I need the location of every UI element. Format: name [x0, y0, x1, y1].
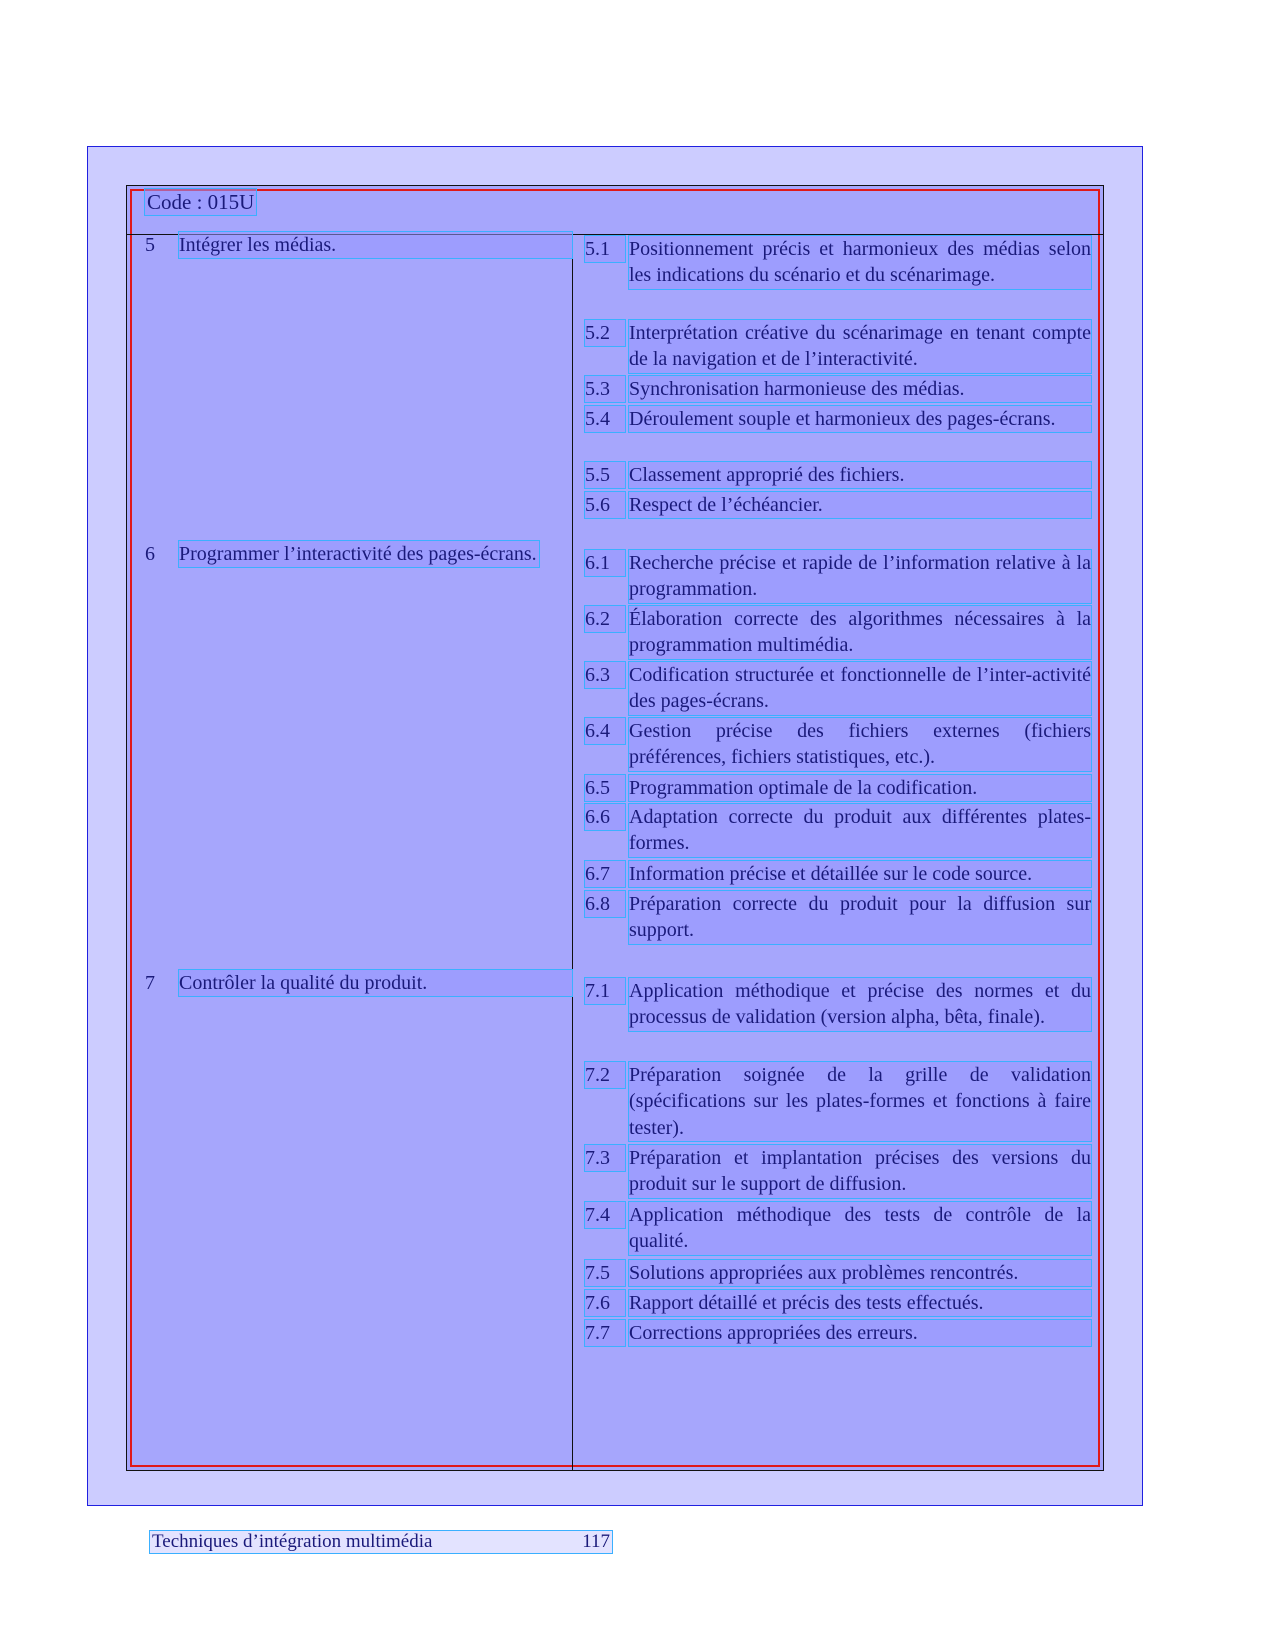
criterion-text: Application méthodique des tests de contrôle de la qualité. — [629, 1202, 1091, 1255]
criterion-text: Positionnement précis et harmonieux des médias selon les indications du scénario et du scénarimage. — [629, 236, 1091, 289]
criterion-text: Information précise et détaillée sur le code source. — [629, 861, 1091, 887]
competency-number: 7 — [145, 972, 155, 994]
criterion-number: 7.6 — [585, 1290, 625, 1316]
criterion-text: Interprétation créative du scénarimage en tenant compte de la navigation et de l’interactivité. — [629, 320, 1091, 373]
criterion-item — [585, 236, 1091, 289]
competency-text: Programmer l’interactivité des pages-écrans. — [179, 541, 539, 567]
criterion-item — [585, 861, 1091, 887]
criterion-item — [585, 492, 1091, 518]
criterion-text: Élaboration correcte des algorithmes nécessaires à la programmation multimédia. — [629, 606, 1091, 659]
criterion-number: 5.1 — [585, 236, 625, 262]
criterion-text: Synchronisation harmonieuse des médias. — [629, 376, 1091, 402]
criterion-number: 5.2 — [585, 320, 625, 346]
criterion-text: Classement approprié des fichiers. — [629, 462, 1091, 488]
criterion-text: Recherche précise et rapide de l’information relative à la programmation. — [629, 550, 1091, 603]
criterion-item — [585, 1202, 1091, 1255]
criterion-text: Préparation soignée de la grille de validation (spécifications sur les plates-formes et fonctions à faire tester). — [629, 1062, 1091, 1141]
criterion-text: Gestion précise des fichiers externes (fichiers préférences, fichiers statistiques, etc.). — [629, 718, 1091, 771]
criterion-item — [585, 978, 1091, 1031]
criterion-number: 6.7 — [585, 861, 625, 887]
criterion-number: 7.1 — [585, 978, 625, 1004]
criterion-text: Codification structurée et fonctionnelle de l’inter-activité des pages-écrans. — [629, 662, 1091, 715]
criterion-number: 6.4 — [585, 718, 625, 744]
criterion-item — [585, 606, 1091, 659]
criterion-text: Corrections appropriées des erreurs. — [629, 1320, 1091, 1346]
column-divider — [572, 235, 573, 1471]
criterion-text: Déroulement souple et harmonieux des pages-écrans. — [629, 406, 1091, 432]
page-number: 117 — [582, 1531, 610, 1552]
criterion-item — [585, 1062, 1091, 1141]
criterion-number: 5.5 — [585, 462, 625, 488]
competency-item — [145, 970, 572, 996]
competency-number: 6 — [145, 543, 155, 565]
competency-text: Contrôler la qualité du produit. — [179, 970, 572, 996]
criterion-item — [585, 1145, 1091, 1198]
footer-title: Techniques d’intégration multimédia — [152, 1531, 433, 1552]
page-footer — [150, 1531, 612, 1553]
criterion-text: Solutions appropriées aux problèmes rencontrés. — [629, 1260, 1091, 1286]
criterion-number: 6.3 — [585, 662, 625, 688]
criterion-text: Adaptation correcte du produit aux différentes plates-formes. — [629, 804, 1091, 857]
criterion-number: 5.3 — [585, 376, 625, 402]
criterion-text: Programmation optimale de la codification. — [629, 775, 1091, 801]
competency-item — [145, 541, 572, 567]
criterion-item — [585, 376, 1091, 402]
criterion-item — [585, 1260, 1091, 1286]
criterion-item — [585, 891, 1091, 944]
code-label: Code : 015U — [147, 190, 255, 214]
criterion-number: 6.1 — [585, 550, 625, 576]
criterion-item — [585, 320, 1091, 373]
criterion-number: 7.5 — [585, 1260, 625, 1286]
criterion-number: 6.8 — [585, 891, 625, 917]
criterion-item — [585, 550, 1091, 603]
criterion-number: 6.2 — [585, 606, 625, 632]
criterion-item — [585, 406, 1091, 432]
criterion-item — [585, 662, 1091, 715]
criterion-text: Rapport détaillé et précis des tests effectués. — [629, 1290, 1091, 1316]
criterion-number: 5.4 — [585, 406, 625, 432]
criterion-item — [585, 804, 1091, 857]
competency-number: 5 — [145, 234, 155, 256]
criterion-item — [585, 1320, 1091, 1346]
criterion-number: 7.4 — [585, 1202, 625, 1228]
criterion-item — [585, 462, 1091, 488]
criterion-text: Préparation et implantation précises des versions du produit sur le support de diffusion. — [629, 1145, 1091, 1198]
criterion-number: 7.2 — [585, 1062, 625, 1088]
criterion-text: Application méthodique et précise des normes et du processus de validation (version alpha, bêta, finale). — [629, 978, 1091, 1031]
competency-item — [145, 232, 572, 258]
criterion-number: 7.3 — [585, 1145, 625, 1171]
criterion-number: 6.5 — [585, 775, 625, 801]
criterion-number: 5.6 — [585, 492, 625, 518]
competency-text: Intégrer les médias. — [179, 232, 572, 258]
criterion-text: Respect de l’échéancier. — [629, 492, 1091, 518]
criterion-item — [585, 1290, 1091, 1316]
criterion-item — [585, 718, 1091, 771]
criterion-number: 7.7 — [585, 1320, 625, 1346]
criterion-item — [585, 775, 1091, 801]
criterion-text: Préparation correcte du produit pour la diffusion sur support. — [629, 891, 1091, 944]
criterion-number: 6.6 — [585, 804, 625, 830]
